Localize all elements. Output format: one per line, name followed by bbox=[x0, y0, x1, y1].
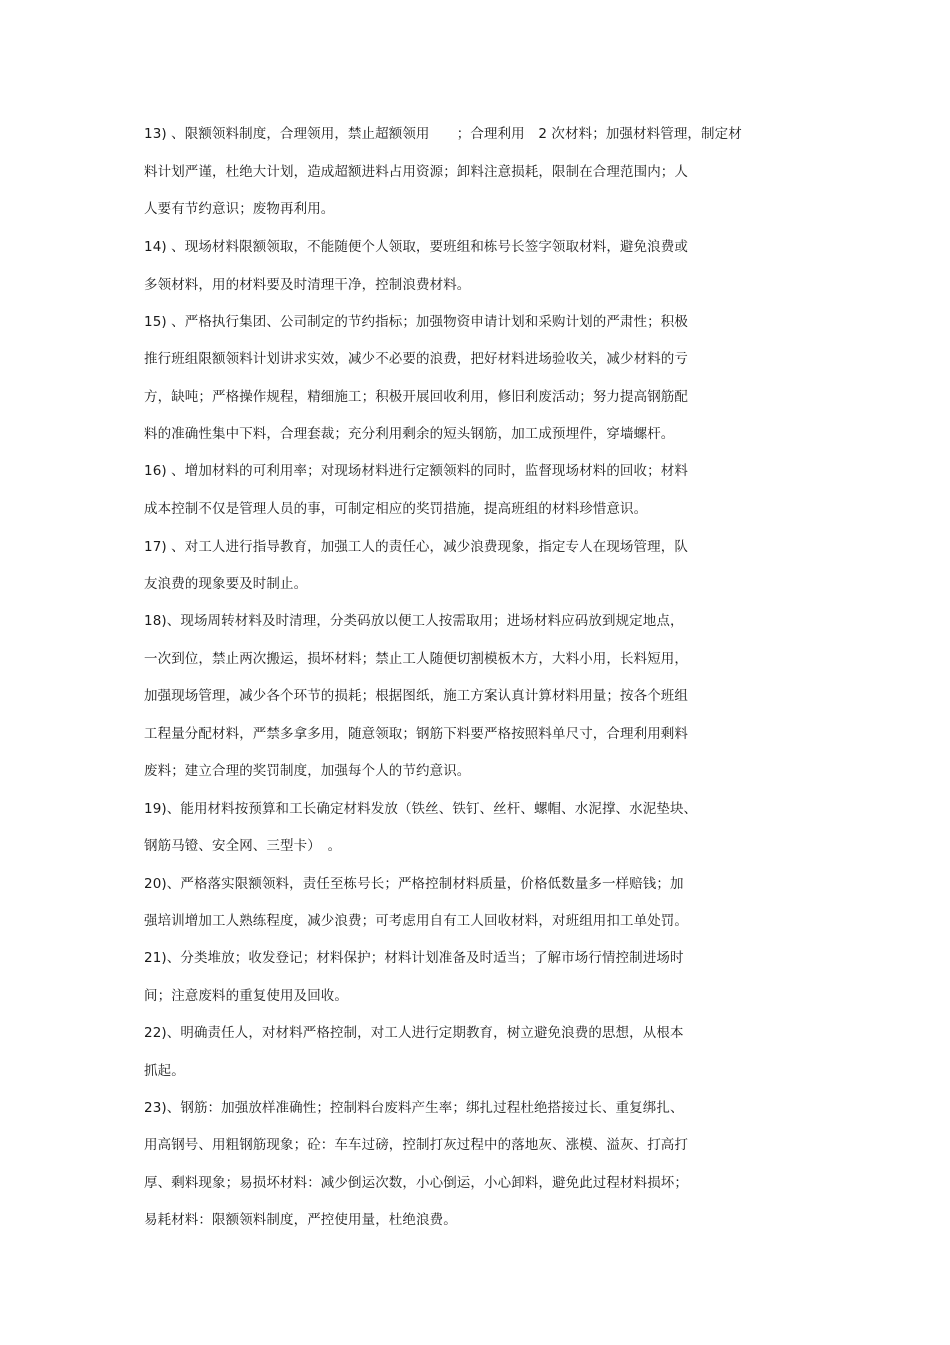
text-line-6: 15) 、严格执行集团、公司制定的节约指标；加强物资申请计划和采购计划的严肃性；积极 bbox=[144, 314, 688, 330]
text-line-17: 工程量分配材料，严禁多拿多用，随意领取；钢筋下料要严格按照料单尺寸，合理利用剩料 bbox=[144, 726, 688, 742]
text-line-29: 厚、剩料现象；易损坏材料：减少倒运次数，小心倒运，小心卸料，避免此过程材料损坏； bbox=[144, 1175, 688, 1191]
text-line-18: 废料；建立合理的奖罚制度，加强每个人的节约意识。 bbox=[144, 763, 471, 779]
text-line-7: 推行班组限额领料计划讲求实效，减少不必要的浪费，把好材料进场验收关，减少材料的亏 bbox=[144, 351, 688, 367]
text-line-25: 22)、明确责任人，对材料严格控制，对工人进行定期教育，树立避免浪费的思想，从根本 bbox=[144, 1025, 684, 1041]
text-line-1: 13) 、限额领料制度，合理领用，禁止超额领用 ；合理利用 2 次材料；加强材料管理，制定材 bbox=[144, 126, 742, 142]
text-line-14: 18)、现场周转材料及时清理，分类码放以便工人按需取用；进场材料应码放到规定地点， bbox=[144, 613, 684, 629]
text-line-30: 易耗材料：限额领料制度，严控使用量，杜绝浪费。 bbox=[144, 1212, 457, 1228]
text-line-16: 加强现场管理，减少各个环节的损耗；根据图纸，施工方案认真计算材料用量；按各个班组 bbox=[144, 688, 688, 704]
text-line-11: 成本控制不仅是管理人员的事，可制定相应的奖罚措施，提高班组的材料珍惜意识。 bbox=[144, 501, 648, 517]
text-line-13: 友浪费的现象要及时制止。 bbox=[144, 576, 308, 592]
text-line-19: 19)、能用材料按预算和工长确定材料发放（铁丝、铁钉、丝杆、螺帽、水泥撑、水泥垫块、 bbox=[144, 801, 698, 817]
text-line-12: 17) 、对工人进行指导教育，加强工人的责任心，减少浪费现象，指定专人在现场管理，队 bbox=[144, 539, 688, 555]
text-line-23: 21)、分类堆放；收发登记；材料保护；材料计划准备及时适当；了解市场行情控制进场时 bbox=[144, 950, 684, 966]
text-line-8: 方，缺吨；严格操作规程，精细施工；积极开展回收利用，修旧利废活动；努力提高钢筋配 bbox=[144, 389, 688, 405]
text-line-2: 料计划严谨，杜绝大计划，造成超额进料占用资源；卸料注意损耗，限制在合理范围内；人 bbox=[144, 164, 688, 180]
text-line-28: 用高钢号、用粗钢筋现象；砼：车车过磅，控制打灰过程中的落地灰、涨模、溢灰、打高打 bbox=[144, 1137, 688, 1153]
text-line-4: 14) 、现场材料限额领取，不能随便个人领取，要班组和栋号长签字领取材料，避免浪费或 bbox=[144, 239, 688, 255]
text-line-3: 人要有节约意识；废物再利用。 bbox=[144, 201, 335, 217]
text-line-26: 抓起。 bbox=[144, 1063, 185, 1079]
text-line-5: 多领材料，用的材料要及时清理干净，控制浪费材料。 bbox=[144, 277, 471, 293]
text-line-21: 20)、严格落实限额领料，责任至栋号长；严格控制材料质量，价格低数量多一样赔钱；加 bbox=[144, 876, 684, 892]
text-line-10: 16) 、增加材料的可利用率；对现场材料进行定额领料的同时，监督现场材料的回收；材料 bbox=[144, 463, 688, 479]
text-line-15: 一次到位，禁止两次搬运，损坏材料；禁止工人随便切割模板木方，大料小用，长料短用， bbox=[144, 651, 688, 667]
text-line-22: 强培训增加工人熟练程度，减少浪费；可考虑用自有工人回收材料，对班组用扣工单处罚。 bbox=[144, 913, 688, 929]
text-line-24: 间；注意废料的重复使用及回收。 bbox=[144, 988, 348, 1004]
text-line-9: 料的准确性集中下料，合理套裁；充分利用剩余的短头钢筋，加工成预埋件，穿墙螺杆。 bbox=[144, 426, 675, 442]
text-line-27: 23)、钢筋：加强放样准确性；控制料台废料产生率；绑扎过程杜绝搭接过长、重复绑扎、 bbox=[144, 1100, 684, 1116]
text-line-20: 钢筋马镫、安全网、三型卡） 。 bbox=[144, 838, 342, 854]
